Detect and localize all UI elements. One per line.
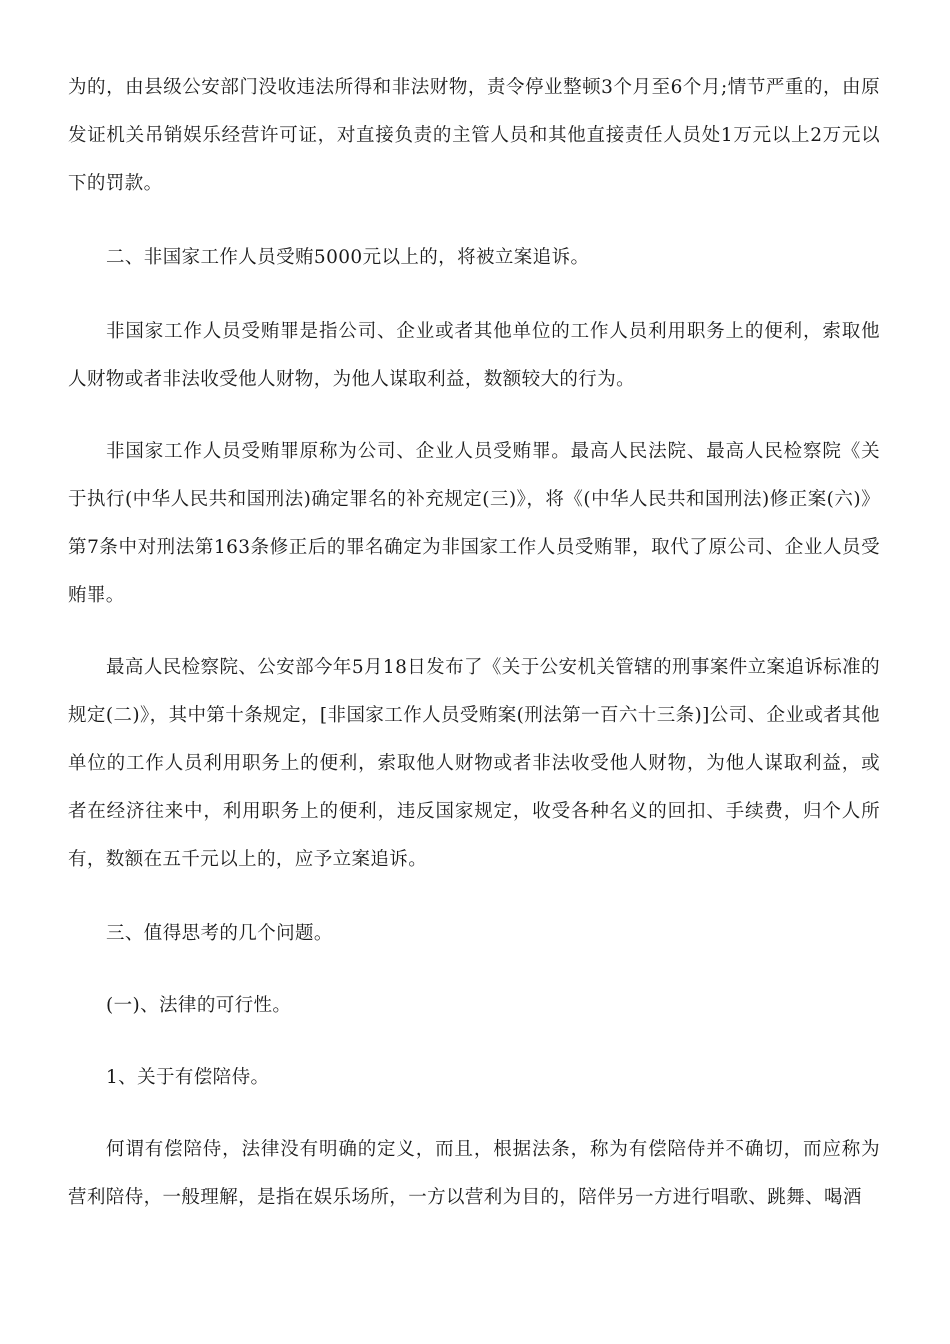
section-heading-2: 二、非国家工作人员受贿5000元以上的，将被立案追诉。	[106, 247, 590, 268]
paragraph-rename: 非国家工作人员受贿罪原称为公司、企业人员受贿罪。最高人民法院、最高人民检察院《关于执行(中华人民共和国刑法)确定罪名的补充规定(三)》，将《(中华人民共和国刑法)修正案(六)》第7条中对刑法第163条修正后的罪名确定为非国家工作人员受贿罪，取代了原公司、企业人员受贿罪。	[68, 441, 880, 606]
item-heading-1: 1、关于有偿陪侍。	[106, 1067, 270, 1088]
subsection-heading-1: (一)、法律的可行性。	[106, 995, 292, 1016]
section-heading-3: 三、值得思考的几个问题。	[106, 923, 333, 944]
paragraph-definition: 非国家工作人员受贿罪是指公司、企业或者其他单位的工作人员利用职务上的便利，索取他人财物或者非法收受他人财物，为他人谋取利益，数额较大的行为。	[68, 321, 880, 390]
paragraph-paid-companion: 何谓有偿陪侍，法律没有明确的定义，而且，根据法条，称为有偿陪侍并不确切，而应称为营利陪侍，一般理解，是指在娱乐场所，一方以营利为目的，陪伴另一方进行唱歌、跳舞、喝酒	[68, 1139, 880, 1208]
paragraph-continuation: 为的，由县级公安部门没收违法所得和非法财物，责令停业整顿3个月至6个月;情节严重的，由原发证机关吊销娱乐经营许可证，对直接负责的主管人员和其他直接责任人员处1万元以上2万元以下的罚款。	[68, 77, 880, 194]
paragraph-regulation: 最高人民检察院、公安部今年5月18日发布了《关于公安机关管辖的刑事案件立案追诉标准的规定(二)》，其中第十条规定，[非国家工作人员受贿案(刑法第一百六十三条)]公司、企业或者其他单位的工作人员利用职务上的便利，索取他人财物或者非法收受他人财物，为他人谋取利益，或者在经济往来中，利用职务上的便利，违反国家规定，收受各种名义的回扣、手续费，归个人所有，数额在五千元以上的，应予立案追诉。	[68, 657, 880, 870]
